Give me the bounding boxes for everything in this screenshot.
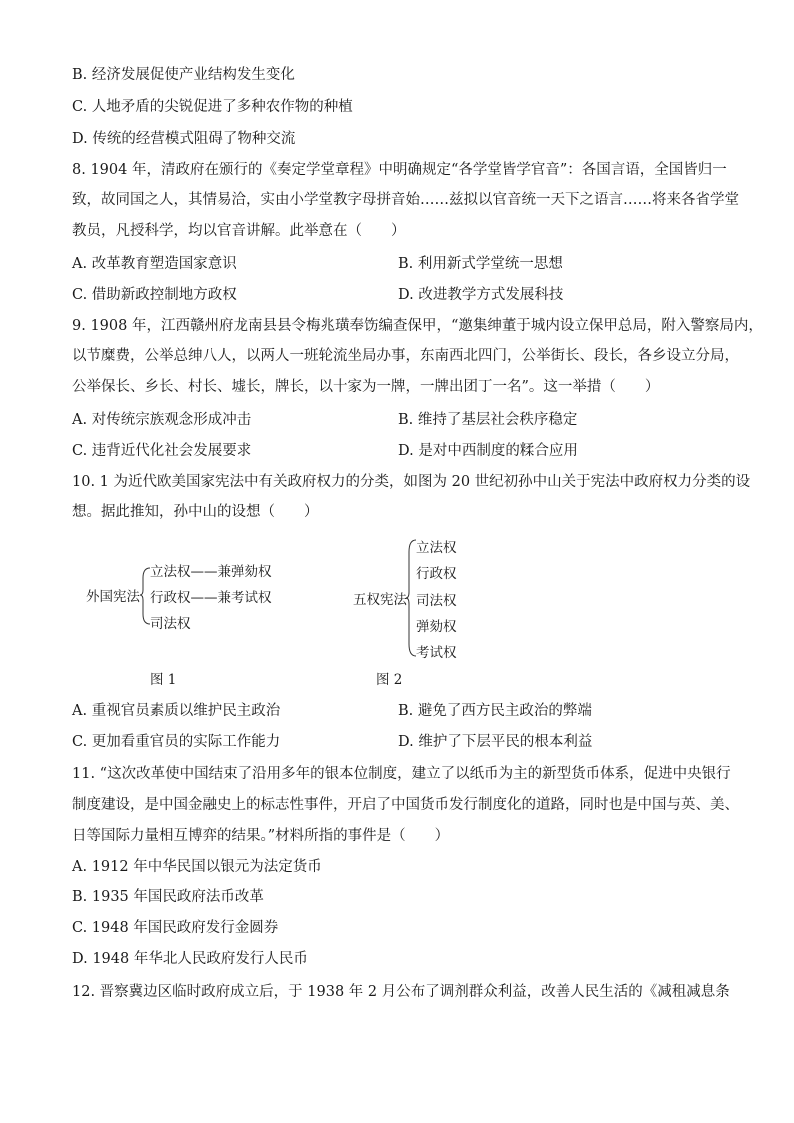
q9-option-a: A. 对传统宗族观念形成冲击	[72, 412, 252, 428]
q8-stem-line-3: 教员，凡授科学，均以官音讲解。此举意在（ ）	[72, 223, 406, 239]
q7-option-c: C. 人地矛盾的尖锐促进了多种农作物的种植	[72, 99, 353, 115]
q9-option-c: C. 违背近代化社会发展要求	[72, 443, 252, 459]
q9-option-d: D. 是对中西制度的糅合应用	[398, 443, 578, 459]
q8-option-d: D. 改进教学方式发展科技	[398, 287, 564, 303]
q9-stem-line-2: 以节糜费，公举总绅八人，以两人一班轮流坐局办事，东南西北四门，公举街长、段长，各乡设立分局，	[72, 348, 739, 364]
q11-stem-line-3: 日等国际力量相互博弈的结果。”材料所指的事件是（ ）	[72, 828, 450, 844]
q11-option-d: D. 1948 年华北人民政府发行人民币	[72, 951, 308, 967]
q11-option-a: A. 1912 年中华民国以银元为法定货币	[72, 859, 322, 875]
fig2-item-4: 弹劾权	[416, 619, 457, 635]
q9-stem-line-1: 9. 1908 年，江西赣州府龙南县县令梅兆璜奉饬编查保甲，“邀集绅董于城内设立保甲总局，附入警察局内，	[72, 318, 763, 334]
fig1-row-2: 行政权——兼考试权	[150, 590, 272, 606]
q8-option-b: B. 利用新式学堂统一思想	[398, 256, 563, 272]
q9-stem-line-3: 公举保长、乡长、村长、墟长，牌长，以十家为一牌，一牌出团丁一名”。这一举措（ ）	[72, 379, 660, 395]
fig2-item-3: 司法权	[416, 593, 457, 609]
q10-stem-line-2: 想。据此推知，孙中山的设想（ ）	[72, 504, 319, 520]
fig2-item-2: 行政权	[416, 566, 457, 582]
q8-option-a: A. 改革教育塑造国家意识	[72, 256, 237, 272]
q11-stem-line-2: 制度建设，是中国金融史上的标志性事件，开启了中国货币发行制度化的道路，同时也是中国与英、美、	[72, 797, 739, 813]
q8-stem-line-2: 致，故同国之人，其情易洽，实由小学堂教字母拼音始……兹拟以官音统一天下之语言……将来各省学堂	[72, 192, 739, 208]
fig1-caption: 图 1	[150, 672, 177, 688]
q11-option-c: C. 1948 年国民政府发行金圆券	[72, 920, 279, 936]
fig2-item-1: 立法权	[416, 540, 457, 556]
fig2-caption: 图 2	[376, 672, 403, 688]
fig2-root-label: 五权宪法	[353, 592, 407, 608]
q8-stem-line-1: 8. 1904 年，清政府在颁行的《奏定学堂章程》中明确规定“各学堂皆学官音”：各国言语，全国皆归一	[72, 162, 727, 178]
q7-option-b: B. 经济发展促使产业结构发生变化	[72, 67, 295, 83]
q10-option-a: A. 重视官员素质以维护民主政治	[72, 703, 281, 719]
q10-stem-line-1: 10. 1 为近代欧美国家宪法中有关政府权力的分类，如图为 20 世纪初孙中山关于宪法中政府权力分类的设	[72, 474, 751, 490]
q10-option-d: D. 维护了下层平民的根本利益	[398, 734, 593, 750]
q9-option-b: B. 维持了基层社会秩序稳定	[398, 412, 578, 428]
q12-stem-line-1: 12. 晋察冀边区临时政府成立后，于 1938 年 2 月公布了调剂群众利益，改善人民生活的《减租减息条	[72, 984, 730, 1000]
fig2-item-5: 考试权	[416, 645, 457, 661]
q10-option-c: C. 更加看重官员的实际工作能力	[72, 734, 281, 750]
q11-stem-line-1: 11. “这次改革使中国结束了沿用多年的银本位制度，建立了以纸币为主的新型货币体系，促进中央银行	[72, 766, 731, 782]
fig1-row-1: 立法权——兼弹劾权	[150, 564, 272, 580]
fig1-root-label: 外国宪法	[86, 589, 140, 605]
fig1-row-3: 司法权	[150, 616, 191, 632]
q8-option-c: C. 借助新政控制地方政权	[72, 287, 237, 303]
q7-option-d: D. 传统的经营模式阻碍了物种交流	[72, 131, 296, 147]
q10-option-b: B. 避免了西方民主政治的弊端	[398, 703, 592, 719]
q11-option-b: B. 1935 年国民政府法币改革	[72, 889, 264, 905]
